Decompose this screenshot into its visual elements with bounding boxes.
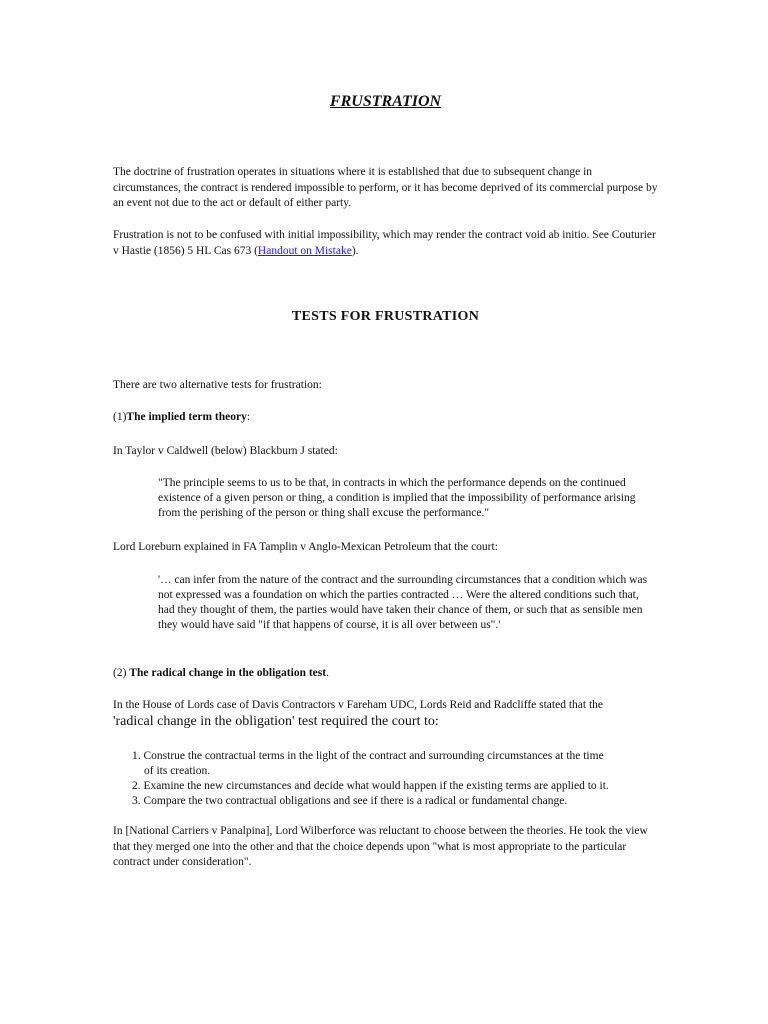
test-1-heading <box>113 410 658 426</box>
loreburn-intro: Lord Loreburn explained in FA Tamplin v Anglo-Mexican Petroleum that the court: <box>113 541 498 553</box>
test-1-number: (1) <box>113 411 127 423</box>
taylor-intro: In Taylor v Caldwell (below) Blackburn J stated: <box>113 445 338 457</box>
davis-intro-line-2: 'radical change in the obligation' test required the court to: <box>113 713 439 729</box>
test-1-suffix: : <box>246 411 251 423</box>
steps-list <box>132 749 658 809</box>
blackburn-quote: "The principle seems to us to be that, in contracts in which the performance depends on the continued existence of a given person or thing, a condition is implied that the impossibility of performance arising from the perishing of the person or thing shall excuse the performance." <box>158 477 636 519</box>
intro-paragraph-2 <box>113 228 658 259</box>
step-1-continuation: of its creation. <box>144 765 211 777</box>
tests-heading: TESTS FOR FRUSTRATION <box>291 309 480 324</box>
tests-intro: There are two alternative tests for frustration: <box>113 379 322 391</box>
test-2-label: The radical change in the obligation test <box>129 667 327 679</box>
step-1-text: 1. Construe the contractual terms in the light of the contract and surrounding circumstances at the time <box>132 750 604 762</box>
list-item <box>132 779 658 794</box>
page-title: FRUSTRATION <box>329 93 442 110</box>
intro-paragraph-2-end: ). <box>351 244 359 257</box>
step-2-text: 2. Examine the new circumstances and decide what would happen if the existing terms are applied to it. <box>132 780 609 792</box>
davis-intro-line-1: In the House of Lords case of Davis Contractors v Fareham UDC, Lords Reid and Radcliffe stated that the <box>113 699 604 711</box>
davis-intro <box>113 698 658 729</box>
test-2-heading <box>113 666 658 682</box>
list-item <box>132 749 658 779</box>
intro-paragraph-2-text: Frustration is not to be confused with initial impossibility, which may render the contract void ab initio. See Couturier v Hastie (1856) 5 HL Cas 673 ( <box>113 229 656 257</box>
test-2-number: (2) <box>113 667 130 679</box>
intro-paragraph-1: The doctrine of frustration operates in situations where it is established that due to subsequent change in circumstances, the contract is rendered impossible to perform, or it has become deprived of its commercial purpose by an event not due to the act or default of either party. <box>113 166 658 209</box>
step-3-text: 3. Compare the two contractual obligations and see if there is a radical or fundamental change. <box>132 795 568 807</box>
list-item <box>132 794 658 809</box>
handout-on-mistake-link[interactable]: Handout on Mistake <box>257 244 352 257</box>
test-1-label: The implied term theory <box>126 411 247 423</box>
test-2-suffix: . <box>326 667 329 679</box>
conclusion-paragraph: In [National Carriers v Panalpina], Lord Wilberforce was reluctant to choose between the theories. He took the view that they merged one into the other and that the choice depends upon "what is most appropriate to the particular contract under consideration". <box>113 825 648 868</box>
loreburn-quote: '… can infer from the nature of the contract and the surrounding circumstances that a condition which was not expressed was a foundation on which the parties contracted … Were the altered conditions such that, had they thought of them, the parties would have taken their chance of them, or such that as sensible men they would have said "if that happens of course, it is all over between us".' <box>158 574 648 631</box>
